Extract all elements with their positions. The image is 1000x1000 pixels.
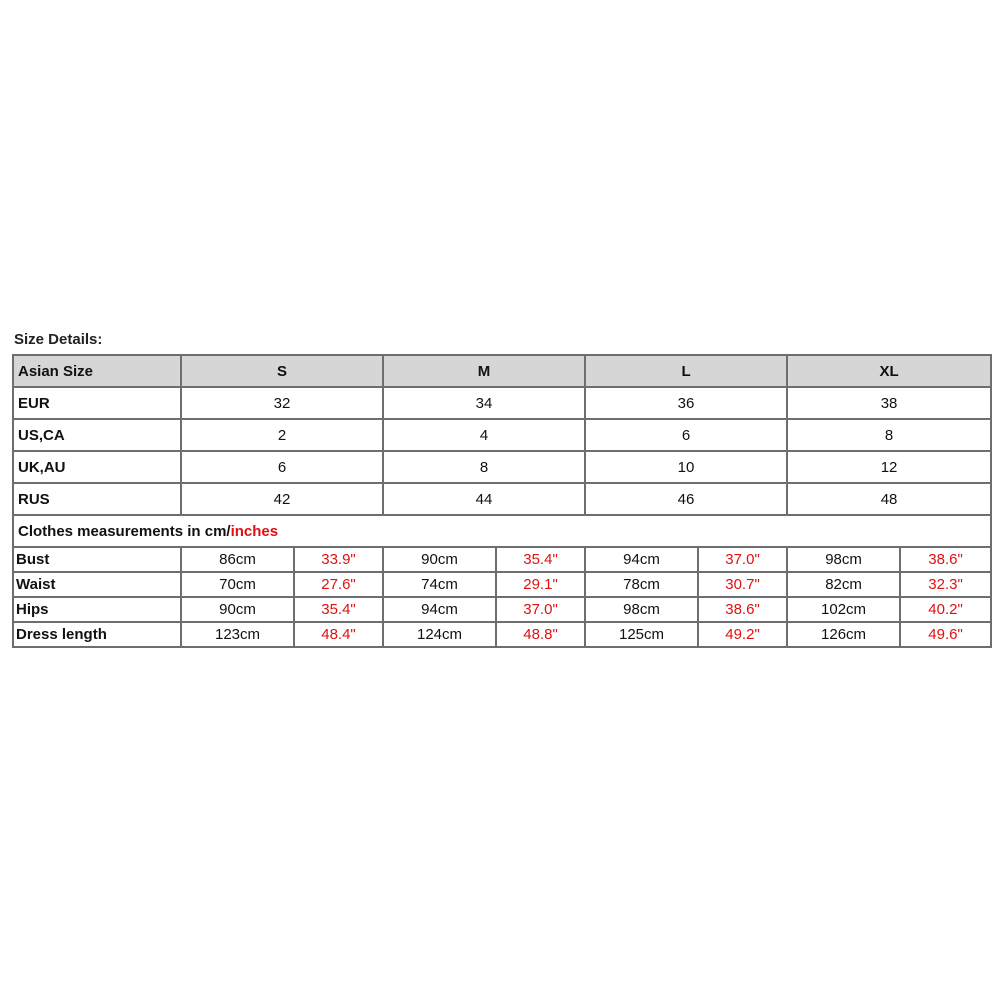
table-cell: 40.2" [900,597,991,622]
size-m-header: M [383,355,585,387]
table-cell: 38.6" [900,547,991,572]
table-cell: 33.9" [294,547,383,572]
table-cell: 82cm [787,572,900,597]
table-cell: 102cm [787,597,900,622]
table-cell: 48 [787,483,991,515]
table-cell: 6 [181,451,383,483]
table-row [13,419,991,451]
table-cell: 49.2" [698,622,787,647]
table-cell: 86cm [181,547,294,572]
table-cell: 49.6" [900,622,991,647]
rus-label: RUS [13,483,181,515]
table-cell: 10 [585,451,787,483]
table-cell: 125cm [585,622,698,647]
table-cell: 36 [585,387,787,419]
table-cell: 38.6" [698,597,787,622]
size-details-title: Size Details: [14,331,103,348]
table-cell: 48.8" [496,622,585,647]
eur-label: EUR [13,387,181,419]
table-cell: 46 [585,483,787,515]
table-cell: 32.3" [900,572,991,597]
size-chart-table [12,354,992,648]
table-cell: 37.0" [496,597,585,622]
table-cell: 6 [585,419,787,451]
table-cell: 74cm [383,572,496,597]
size-xl-header: XL [787,355,991,387]
measurements-heading-prefix: Clothes measurements in cm/ [18,522,231,540]
uk-au-label: UK,AU [13,451,181,483]
table-row [13,622,991,647]
table-cell: 2 [181,419,383,451]
hips-label: Hips [13,597,181,622]
measurements-heading [13,515,991,547]
table-row [13,572,991,597]
table-cell: 126cm [787,622,900,647]
table-cell: 4 [383,419,585,451]
table-cell: 94cm [585,547,698,572]
table-cell: 27.6" [294,572,383,597]
table-cell: 12 [787,451,991,483]
table-cell: 34 [383,387,585,419]
table-cell: 38 [787,387,991,419]
table-row [13,387,991,419]
table-cell: 124cm [383,622,496,647]
table-cell: 8 [787,419,991,451]
table-cell: 44 [383,483,585,515]
dress-length-label: Dress length [13,622,181,647]
table-cell: 35.4" [496,547,585,572]
table-cell: 29.1" [496,572,585,597]
table-cell: 90cm [181,597,294,622]
table-row [13,483,991,515]
measurements-heading-row [13,515,991,547]
table-cell: 35.4" [294,597,383,622]
measurements-heading-highlight: inches [230,522,279,540]
size-header-row [13,355,991,387]
table-cell: 70cm [181,572,294,597]
waist-label: Waist [13,572,181,597]
table-cell: 90cm [383,547,496,572]
size-s-header: S [181,355,383,387]
us-ca-label: US,CA [13,419,181,451]
table-cell: 94cm [383,597,496,622]
table-cell: 30.7" [698,572,787,597]
table-cell: 48.4" [294,622,383,647]
size-l-header: L [585,355,787,387]
table-cell: 98cm [585,597,698,622]
table-row [13,597,991,622]
table-cell: 123cm [181,622,294,647]
bust-label: Bust [13,547,181,572]
table-row [13,451,991,483]
asian-size-label: Asian Size [13,355,181,387]
table-cell: 98cm [787,547,900,572]
table-cell: 37.0" [698,547,787,572]
table-row [13,547,991,572]
table-cell: 78cm [585,572,698,597]
table-cell: 32 [181,387,383,419]
table-cell: 8 [383,451,585,483]
table-cell: 42 [181,483,383,515]
